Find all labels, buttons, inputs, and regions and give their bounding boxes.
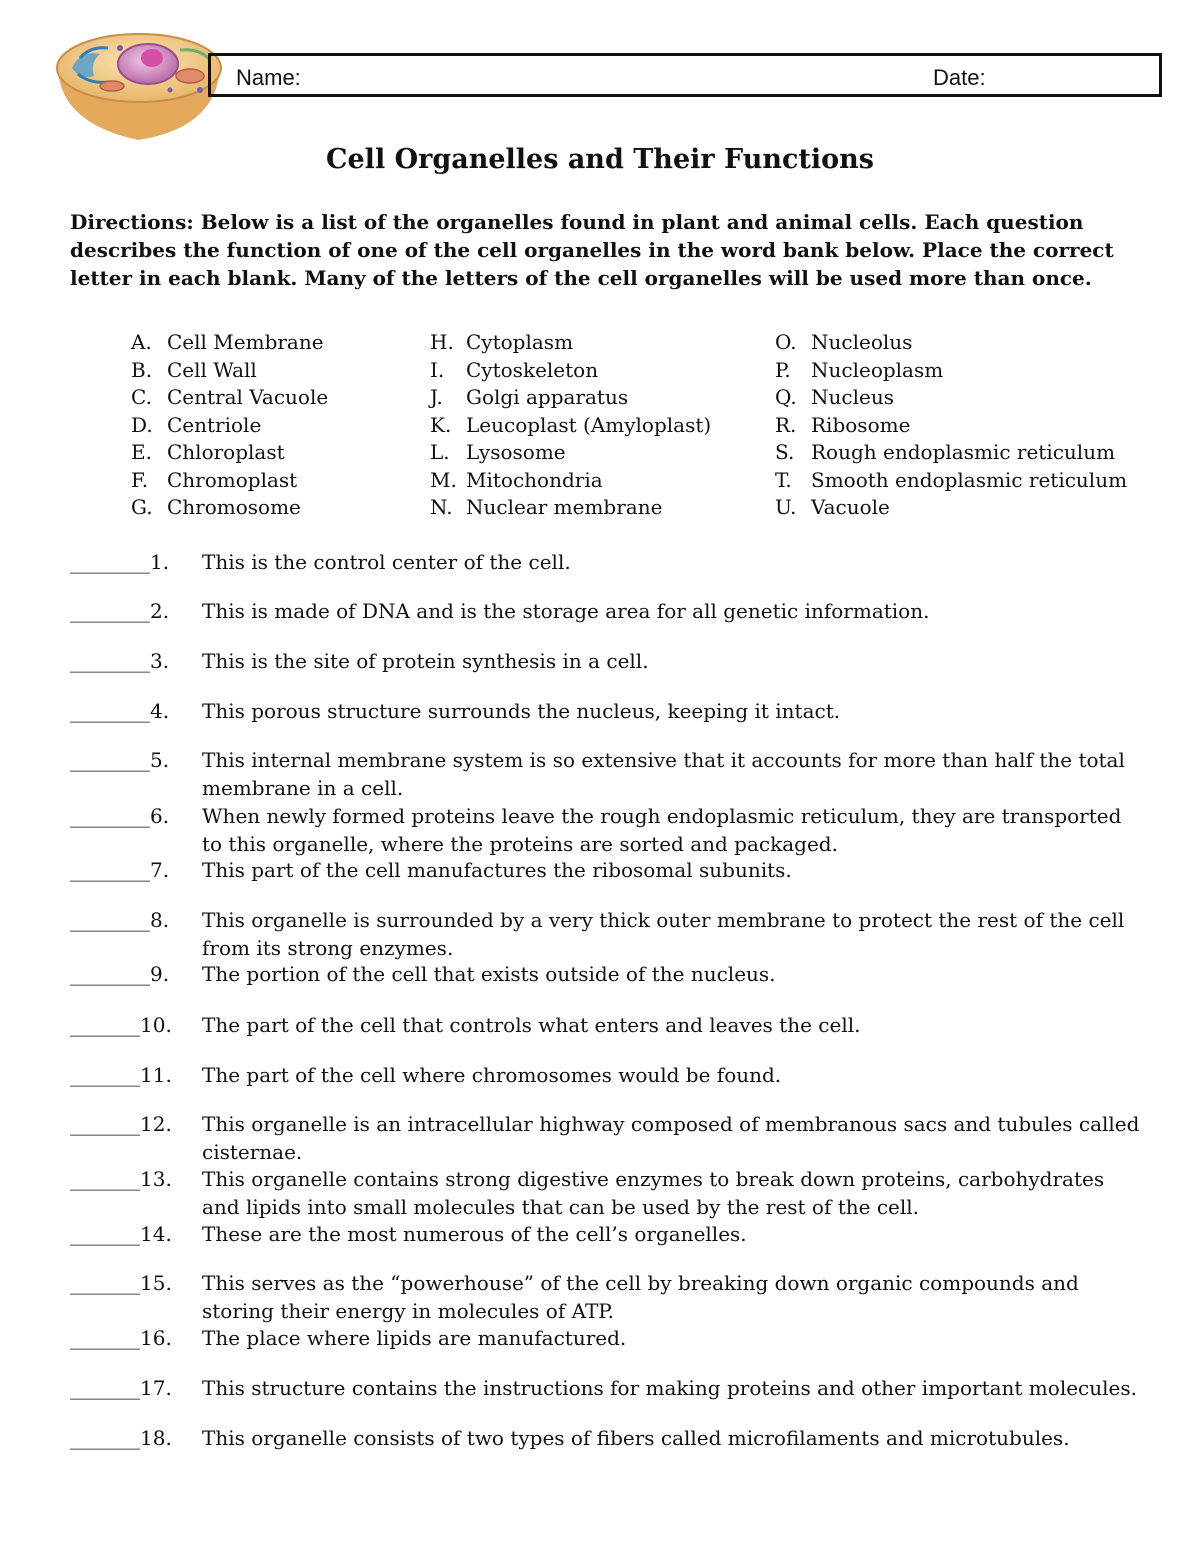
- word-bank-organelle: Vacuole: [811, 495, 890, 519]
- word-bank-organelle: Rough endoplasmic reticulum: [811, 440, 1116, 464]
- word-bank-column-3: [775, 329, 1127, 522]
- word-bank-organelle: Nuclear membrane: [466, 495, 663, 519]
- word-bank-letter: N.: [430, 495, 453, 519]
- question-item: [70, 698, 1170, 726]
- word-bank-organelle: Nucleoplasm: [811, 357, 944, 382]
- question-text: This porous structure surrounds the nucleus, keeping it intact.: [202, 699, 841, 723]
- question-item: [70, 857, 1170, 885]
- question-item: [70, 1221, 1170, 1249]
- directions-text: Directions: Below is a list of the organelles found in plant and animal cells. Each question describes the function of one of the cell organelles in the word bank below. Place the correct letter in each blank. Many of the letters of the cell organelles will be used more than once.: [70, 210, 1114, 290]
- question-item: [70, 598, 1170, 626]
- word-bank-item: [775, 412, 1127, 440]
- answer-blank[interactable]: ________8.: [70, 908, 170, 932]
- word-bank-letter: U.: [775, 495, 797, 519]
- name-label: Name:: [236, 65, 301, 90]
- name-date-box: [208, 53, 1162, 97]
- word-bank-item: [430, 494, 711, 522]
- question-text: This is the site of protein synthesis in a cell.: [202, 649, 649, 673]
- question-text: This internal membrane system is so extensive that it accounts for more than half the total membrane in a cell.: [202, 748, 1125, 800]
- word-bank-letter: I.: [430, 357, 445, 382]
- question-item: [70, 1375, 1170, 1403]
- question-text: This organelle is an intracellular highway composed of membranous sacs and tubules called cisternae.: [202, 1112, 1140, 1164]
- question-text: The portion of the cell that exists outside of the nucleus.: [202, 962, 776, 986]
- word-bank-item: [131, 494, 328, 522]
- word-bank-item: [430, 384, 711, 412]
- word-bank-item: [131, 439, 328, 467]
- word-bank-letter: M.: [430, 467, 457, 492]
- word-bank-organelle: Central Vacuole: [167, 385, 329, 409]
- question-text: This organelle is surrounded by a very thick outer membrane to protect the rest of the cell from its strong enzymes.: [202, 908, 1125, 960]
- word-bank-organelle: Smooth endoplasmic reticulum: [811, 467, 1128, 492]
- word-bank-organelle: Lysosome: [466, 440, 566, 464]
- question-item: [70, 1270, 1170, 1325]
- word-bank-organelle: Chromoplast: [167, 467, 298, 492]
- word-bank-item: [775, 384, 1127, 412]
- word-bank-item: [430, 357, 711, 385]
- answer-blank[interactable]: ________3.: [70, 649, 170, 673]
- word-bank-organelle: Centriole: [167, 412, 262, 437]
- word-bank-organelle: Leucoplast (Amyloplast): [466, 412, 712, 437]
- answer-blank[interactable]: ________9.: [70, 962, 170, 986]
- question-text: This organelle contains strong digestive enzymes to break down proteins, carbohydrates and lipids into small molecules that can be used by the rest of the cell.: [202, 1167, 1105, 1219]
- word-bank-organelle: Cytoplasm: [466, 330, 574, 354]
- answer-blank[interactable]: ________7.: [70, 858, 170, 882]
- word-bank-letter: L.: [430, 440, 450, 464]
- animal-cell-illustration: [50, 28, 226, 146]
- word-bank-letter: F.: [131, 467, 149, 492]
- question-text: The part of the cell where chromosomes would be found.: [202, 1063, 782, 1087]
- word-bank-organelle: Chloroplast: [167, 440, 285, 464]
- question-item: [70, 747, 1170, 802]
- question-text: This is the control center of the cell.: [202, 550, 571, 574]
- word-bank-organelle: Golgi apparatus: [466, 385, 629, 409]
- date-label: Date:: [933, 65, 986, 90]
- word-bank-organelle: Ribosome: [811, 412, 911, 437]
- page-title: Cell Organelles and Their Functions: [326, 144, 874, 175]
- question-item: [70, 1166, 1170, 1221]
- word-bank-letter: E.: [131, 440, 152, 464]
- word-bank-item: [775, 439, 1127, 467]
- question-text: The place where lipids are manufactured.: [202, 1326, 627, 1350]
- word-bank-item: [775, 357, 1127, 385]
- word-bank-column-1: [131, 329, 328, 522]
- answer-blank[interactable]: _______15.: [70, 1271, 172, 1295]
- word-bank-item: [775, 467, 1127, 495]
- question-text: This serves as the “powerhouse” of the cell by breaking down organic compounds and storing their energy in molecules of ATP.: [202, 1271, 1079, 1323]
- word-bank-letter: O.: [775, 330, 797, 354]
- question-item: [70, 549, 1170, 577]
- word-bank-organelle: Cell Wall: [167, 357, 257, 382]
- answer-blank[interactable]: ________4.: [70, 699, 170, 723]
- word-bank-organelle: Cytoskeleton: [466, 357, 599, 382]
- answer-blank[interactable]: _______17.: [70, 1376, 172, 1400]
- word-bank-item: [430, 467, 711, 495]
- word-bank-organelle: Chromosome: [167, 495, 301, 519]
- word-bank-letter: T.: [775, 467, 792, 492]
- word-bank-item: [131, 412, 328, 440]
- answer-blank[interactable]: ________6.: [70, 804, 170, 828]
- question-item: [70, 648, 1170, 676]
- answer-blank[interactable]: _______18.: [70, 1426, 172, 1450]
- answer-blank[interactable]: ________2.: [70, 599, 170, 623]
- question-item: [70, 1111, 1170, 1166]
- word-bank-organelle: Nucleus: [811, 385, 894, 409]
- word-bank-organelle: Mitochondria: [466, 467, 603, 492]
- word-bank-item: [775, 494, 1127, 522]
- word-bank-letter: A.: [131, 330, 152, 354]
- word-bank-organelle: Nucleolus: [811, 330, 913, 354]
- word-bank-item: [430, 412, 711, 440]
- question-text: When newly formed proteins leave the rough endoplasmic reticulum, they are transported to this organelle, where the proteins are sorted and packaged.: [202, 804, 1122, 856]
- answer-blank[interactable]: ________1.: [70, 550, 170, 574]
- word-bank-item: [131, 357, 328, 385]
- word-bank-letter: S.: [775, 440, 795, 464]
- question-text: This part of the cell manufactures the ribosomal subunits.: [202, 858, 792, 882]
- answer-blank[interactable]: ________5.: [70, 748, 170, 772]
- answer-blank[interactable]: _______11.: [70, 1063, 172, 1087]
- question-text: This organelle consists of two types of fibers called microfilaments and microtubules.: [202, 1426, 1070, 1450]
- word-bank-letter: J.: [430, 385, 443, 409]
- answer-blank[interactable]: _______10.: [70, 1013, 172, 1037]
- question-item: [70, 1012, 1170, 1040]
- word-bank-item: [430, 329, 711, 357]
- word-bank-letter: D.: [131, 412, 153, 437]
- word-bank-letter: R.: [775, 412, 797, 437]
- question-item: [70, 907, 1170, 962]
- question-text: This is made of DNA and is the storage area for all genetic information.: [202, 599, 930, 623]
- word-bank-item: [131, 467, 328, 495]
- answer-blank[interactable]: _______14.: [70, 1222, 172, 1246]
- word-bank-letter: B.: [131, 357, 153, 382]
- answer-blank[interactable]: _______16.: [70, 1326, 172, 1350]
- word-bank-letter: K.: [430, 412, 452, 437]
- word-bank-letter: Q.: [775, 385, 797, 409]
- question-text: These are the most numerous of the cell’s organelles.: [202, 1222, 747, 1246]
- word-bank-column-2: [430, 329, 711, 522]
- word-bank-item: [131, 384, 328, 412]
- answer-blank[interactable]: _______12.: [70, 1112, 172, 1136]
- question-item: [70, 803, 1170, 858]
- question-item: [70, 1425, 1170, 1453]
- question-text: The part of the cell that controls what enters and leaves the cell.: [202, 1013, 861, 1037]
- word-bank-letter: G.: [131, 495, 153, 519]
- word-bank-item: [430, 439, 711, 467]
- word-bank-letter: C.: [131, 385, 152, 409]
- question-item: [70, 961, 1170, 989]
- answer-blank[interactable]: _______13.: [70, 1167, 172, 1191]
- word-bank-item: [775, 329, 1127, 357]
- word-bank-organelle: Cell Membrane: [167, 330, 324, 354]
- word-bank-letter: H.: [430, 330, 454, 354]
- word-bank-item: [131, 329, 328, 357]
- question-item: [70, 1325, 1170, 1353]
- question-text: This structure contains the instructions for making proteins and other important molecules.: [202, 1376, 1137, 1400]
- question-item: [70, 1062, 1170, 1090]
- word-bank-letter: P.: [775, 357, 791, 382]
